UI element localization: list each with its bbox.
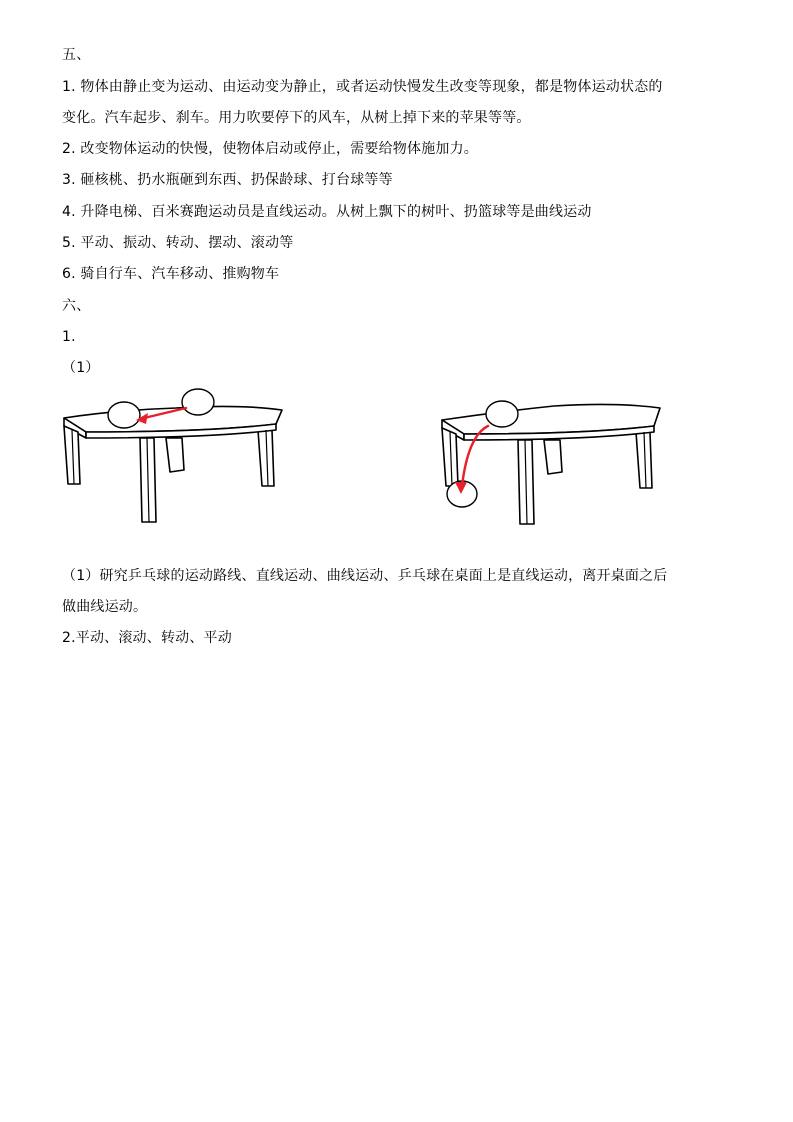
section5-item3: 3. 砸核桃、扔水瓶砸到东西、扔保龄球、打台球等等 bbox=[62, 172, 393, 188]
section6-sub-label: （1） bbox=[62, 360, 100, 376]
section6-item1-label: 1. bbox=[62, 329, 76, 345]
table-back-leg-left bbox=[544, 440, 562, 474]
section6-item2: 2.平动、滚动、转动、平动 bbox=[62, 630, 232, 646]
table-back-leg-left bbox=[166, 438, 184, 472]
figure-curved-motion bbox=[436, 390, 668, 530]
section5-item4: 4. 升降电梯、百米赛跑运动员是直线运动。从树上飘下的树叶、扔篮球等是曲线运动 bbox=[62, 204, 592, 220]
ball-end-position bbox=[108, 402, 140, 428]
section5-item6: 6. 骑自行车、汽车移动、推购物车 bbox=[62, 266, 280, 282]
section6-answer-line2: 做曲线运动。 bbox=[62, 599, 148, 615]
section5-item1-line1: 1. 物体由静止变为运动、由运动变为静止，或者运动快慢发生改变等现象，都是物体运动状态的 bbox=[62, 79, 663, 95]
table-straight-illustration bbox=[58, 388, 290, 528]
ball-start-position bbox=[182, 389, 214, 415]
ball-start-position bbox=[486, 401, 518, 427]
section5-item5: 5. 平动、振动、转动、摆动、滚动等 bbox=[62, 235, 294, 251]
section5-heading: 五、 bbox=[62, 47, 91, 63]
figure-straight-motion bbox=[58, 388, 290, 528]
table-curve-illustration bbox=[436, 390, 668, 530]
section5-item2: 2. 改变物体运动的快慢，使物体启动或停止，需要给物体施加力。 bbox=[62, 141, 479, 157]
section5-item1-line2: 变化。汽车起步、刹车。用力吹要停下的风车，从树上掉下来的苹果等等。 bbox=[62, 110, 531, 126]
section6-heading: 六、 bbox=[62, 298, 91, 314]
section6-answer-line1: （1）研究乒乓球的运动路线、直线运动、曲线运动、乒乓球在桌面上是直线运动，离开桌面之后 bbox=[62, 568, 668, 584]
